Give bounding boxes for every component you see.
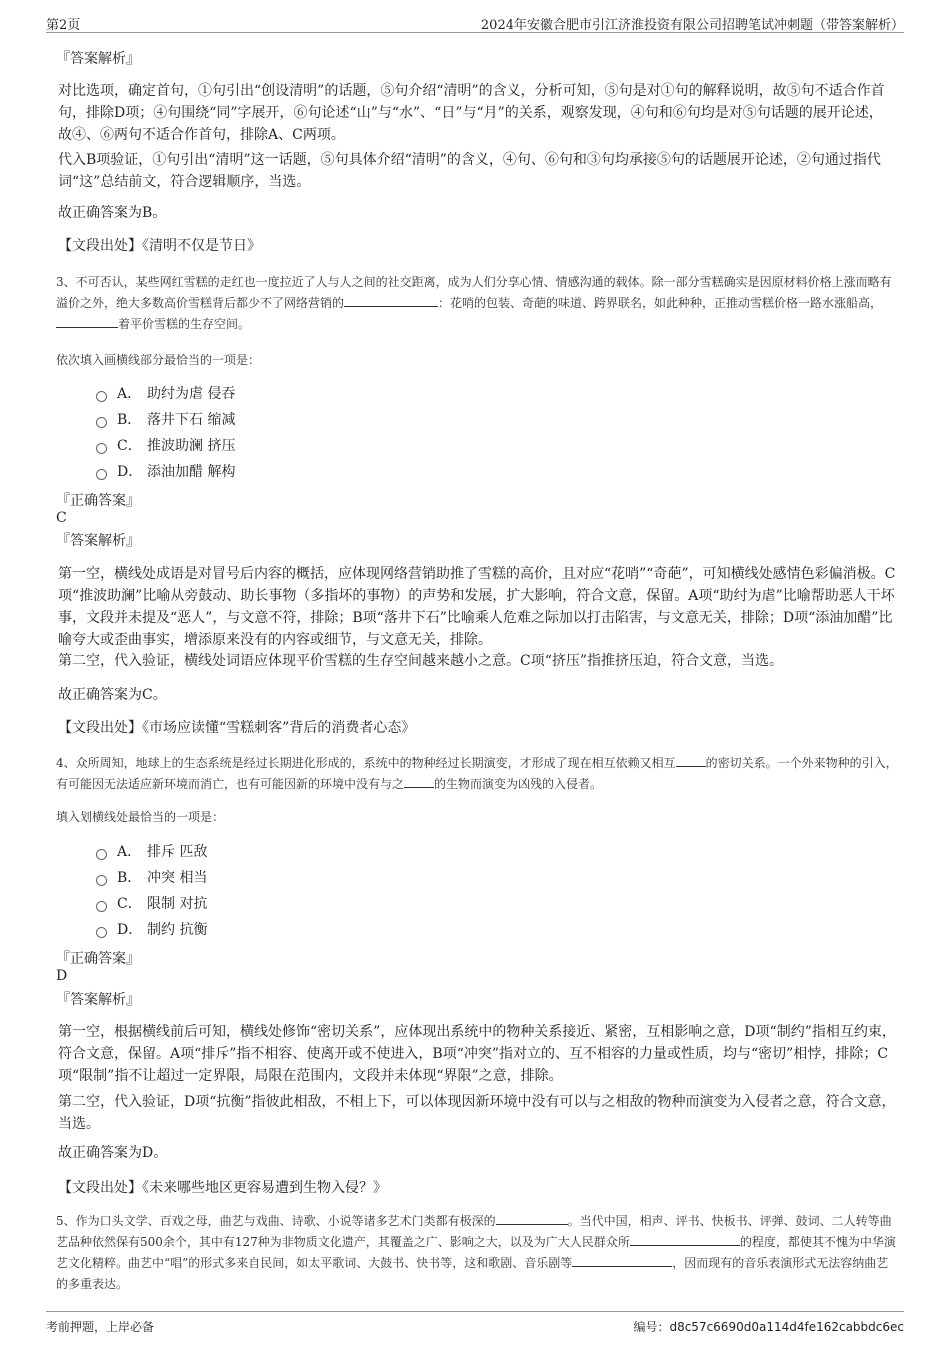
analysis-label: 『答案解析』 bbox=[56, 51, 140, 67]
page-footer bbox=[46, 1311, 904, 1338]
correct-answer-label: 『正确答案』 bbox=[56, 493, 140, 509]
correct-answer: D bbox=[56, 968, 68, 984]
analysis-label: 『答案解析』 bbox=[56, 533, 140, 549]
analysis-paragraph: 第二空，代入验证，D项“抗衡”指彼此相敌，不相上下，可以体现因新环境中没有可以与之相敌的物种而演变为入侵者之意，符合文意，当选。 bbox=[58, 1094, 896, 1132]
option-d[interactable]: D． 添油加醋 解构 bbox=[96, 462, 235, 482]
option-b[interactable]: B． 落井下石 缩减 bbox=[96, 410, 235, 430]
fill-blank bbox=[676, 754, 706, 767]
analysis-paragraph: 第一空，横线处成语是对冒号后内容的概括，应体现网络营销助推了雪糕的高价，且对应“花哨”“奇葩”，可知横线处感情色彩偏消极。C项“推波助澜”比喻从旁鼓动、助长事物（多指坏的事物）的声势和发展，扩大影响，符合文意，保留。A项“助纣为虐”比喻帮助恶人干坏事，文段并未提及“恶人”，与文意不符，排除；B项“落井下石”比喻乘人危难之际加以打击陷害，与文意无关，排除；D项“添油加醋”比喻夸大或歪曲事实，增添原来没有的内容或细节，与文意无关，排除。 bbox=[58, 566, 896, 648]
footer-slogan: 考前押题，上岸必备 bbox=[46, 1320, 155, 1334]
radio-icon[interactable] bbox=[96, 417, 107, 428]
answer-conclusion: 故正确答案为C。 bbox=[58, 687, 167, 703]
correct-answer: C bbox=[56, 510, 67, 526]
radio-icon[interactable] bbox=[96, 849, 107, 860]
correct-answer-label: 『正确答案』 bbox=[56, 951, 140, 967]
radio-icon[interactable] bbox=[96, 469, 107, 480]
radio-icon[interactable] bbox=[96, 927, 107, 938]
fill-blank bbox=[344, 294, 438, 307]
question-stem: 依次填入画横线部分最恰当的一项是： bbox=[56, 353, 261, 367]
passage-source: 【文段出处】《未来哪些地区更容易遭到生物入侵？》 bbox=[58, 1180, 387, 1196]
option-c[interactable]: C． 推波助澜 挤压 bbox=[96, 436, 235, 456]
document-code: 编号：d8c57c6690d0a114d4fe162cabbdc6ec bbox=[633, 1320, 904, 1334]
option-a[interactable]: A． 排斥 匹敌 bbox=[96, 842, 207, 862]
analysis-paragraph: 代入B项验证，①句引出“清明”这一话题，⑤句具体介绍“清明”的含义，④句、⑥句和③句均承接⑤句的话题展开论述，②句通过指代词“这”总结前文，符合逻辑顺序，当选。 bbox=[58, 152, 881, 190]
option-d[interactable]: D． 制约 抗衡 bbox=[96, 920, 207, 940]
option-b[interactable]: B． 冲突 相当 bbox=[96, 868, 207, 888]
analysis-label: 『答案解析』 bbox=[56, 992, 140, 1008]
radio-icon[interactable] bbox=[96, 443, 107, 454]
question-3-text: 3、不可否认，某些网红雪糕的走红也一度拉近了人与人之间的社交距离，成为人们分享心情、情感沟通的载体。除一部分雪糕确实是因原材料价格上涨而略有溢价之外，绝大多数高价雪糕背后都少不了网络营销的 ：花哨的包装、奇葩的味道、跨界联名，如此种种，正推动雪糕价格一路水涨船高，着平价雪糕的生存空间。 bbox=[56, 275, 892, 331]
fill-blank bbox=[496, 1212, 568, 1225]
page-number: 第2页 bbox=[46, 18, 81, 33]
passage-source: 【文段出处】《市场应读懂“雪糕刺客”背后的消费者心态》 bbox=[58, 720, 416, 736]
analysis-paragraph: 对比选项，确定首句，①句引出“创设清明”的话题，⑤句介绍“清明”的含义，分析可知，⑤句是对①句的解释说明，故⑤句不适合作首句，排除D项；④句围绕“同”字展开，⑥句论述“山”与“水”、“日”与“月”的关系，观察发现，④句和⑥句均是对⑤句话题的展开论述，故④、⑥两句不适合作首句，排除A、C两项。 bbox=[58, 83, 885, 143]
answer-conclusion: 故正确答案为B。 bbox=[58, 205, 167, 221]
analysis-paragraph: 第二空，代入验证，横线处词语应体现平价雪糕的生存空间越来越小之意。C项“挤压”指推挤压迫，符合文意，当选。 bbox=[58, 653, 784, 669]
option-c[interactable]: C． 限制 对抗 bbox=[96, 894, 207, 914]
fill-blank bbox=[630, 1233, 740, 1246]
radio-icon[interactable] bbox=[96, 901, 107, 912]
answer-conclusion: 故正确答案为D。 bbox=[58, 1145, 168, 1161]
page-header bbox=[46, 8, 904, 33]
question-stem: 填入划横线处最恰当的一项是： bbox=[56, 810, 225, 824]
option-a[interactable]: A． 助纣为虐 侵吞 bbox=[96, 384, 235, 404]
radio-icon[interactable] bbox=[96, 391, 107, 402]
question-5-text: 5、作为口头文学、百戏之母，曲艺与戏曲、诗歌、小说等诸多艺术门类都有极深的 。当代中国，相声、评书、快板书、评弹、鼓词、二人转等曲艺品种依然保有500余个，其中有127种为非物质文化遗产，其覆盖之广、影响之大，以及为广大人民群众所 的程度，都使其不愧为中华演艺文化精粹。曲艺中“唱”的形式多来自民间，如太平歌词、大鼓书、快书等，这和歌剧、音乐剧等 ，因而现有的音乐表演形式无法容纳曲艺的多重表达。 bbox=[56, 1214, 896, 1291]
radio-icon[interactable] bbox=[96, 875, 107, 886]
fill-blank bbox=[56, 315, 118, 328]
question-4-text: 4、众所周知，地球上的生态系统是经过长期进化形成的，系统中的物种经过长期演变，才形成了现在相互依赖又相互 的密切关系。一个外来物种的引入，有可能因无法适应新环境而消亡，也有可能因新的环境中没有与之 的生物而演变为凶残的入侵者。 bbox=[56, 756, 898, 791]
document-title: 2024年安徽合肥市引江济淮投资有限公司招聘笔试冲刺题（带答案解析） bbox=[480, 18, 904, 33]
fill-blank bbox=[572, 1254, 672, 1267]
analysis-paragraph: 第一空，根据横线前后可知，横线处修饰“密切关系”，应体现出系统中的物种关系接近、紧密，互相影响之意，D项“制约”指相互约束，符合文意，保留。A项“排斥”指不相容、使离开或不使进入，B项“冲突”指对立的、互不相容的力量或性质，均与“密切”相悖，排除；C项“限制”指不让超过一定界限，局限在范围内，文段并未体现“界限”之意，排除。 bbox=[58, 1024, 896, 1084]
passage-source: 【文段出处】《清明不仅是节日》 bbox=[58, 238, 261, 254]
fill-blank bbox=[404, 775, 434, 788]
